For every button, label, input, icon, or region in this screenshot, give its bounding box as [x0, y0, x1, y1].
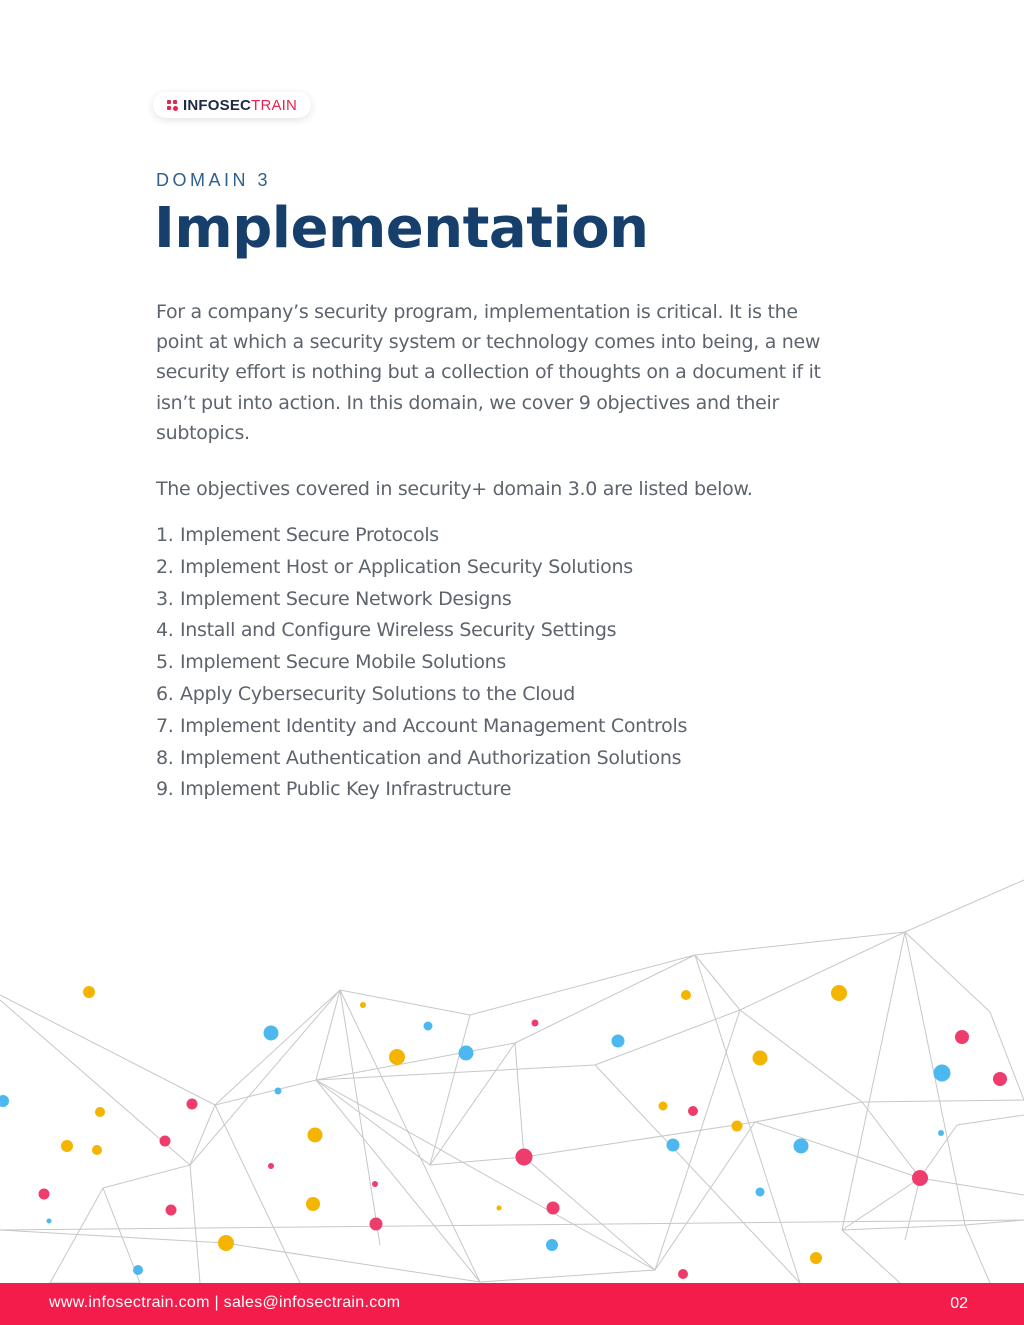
network-decoration	[0, 860, 1024, 1290]
brand-logo	[153, 92, 311, 118]
list-item: 9. Implement Public Key Infrastructure	[156, 778, 512, 801]
list-item: 7. Implement Identity and Account Management Controls	[156, 714, 688, 737]
list-item: 6. Apply Cybersecurity Solutions to the Cloud	[156, 682, 576, 705]
intro-paragraph: For a company’s security program, implementation is critical. It is the point at which a security system or technology comes into being, a new security effort is nothing but a collection of thoughts on a document if it isn’t put into action. In this domain, we cover 9 objectives and their subtopics.	[156, 301, 821, 444]
list-item: 3. Implement Secure Network Designs	[156, 587, 512, 610]
domain-kicker: DOMAIN 3	[156, 170, 272, 190]
network-lines	[0, 880, 1024, 1283]
list-item: 1. Implement Secure Protocols	[156, 524, 439, 546]
list-item: 4. Install and Configure Wireless Security Settings	[156, 619, 617, 642]
page-number: 02	[950, 1295, 968, 1312]
footer-contact: www.infosectrain.com | sales@infosectrain.com	[49, 1294, 401, 1311]
objectives-list	[156, 520, 687, 806]
page-footer	[0, 1283, 1024, 1325]
logo-mark-icon	[167, 100, 178, 111]
objectives-lead: The objectives covered in security+ domain 3.0 are listed below.	[156, 478, 753, 500]
network-dots	[0, 985, 1007, 1279]
logo-text: INFOSECTRAIN	[183, 96, 298, 114]
page-title: Implementation	[154, 196, 649, 261]
list-item: 8. Implement Authentication and Authorization Solutions	[156, 746, 682, 769]
list-item: 5. Implement Secure Mobile Solutions	[156, 651, 506, 674]
list-item: 2. Implement Host or Application Security Solutions	[156, 555, 633, 578]
